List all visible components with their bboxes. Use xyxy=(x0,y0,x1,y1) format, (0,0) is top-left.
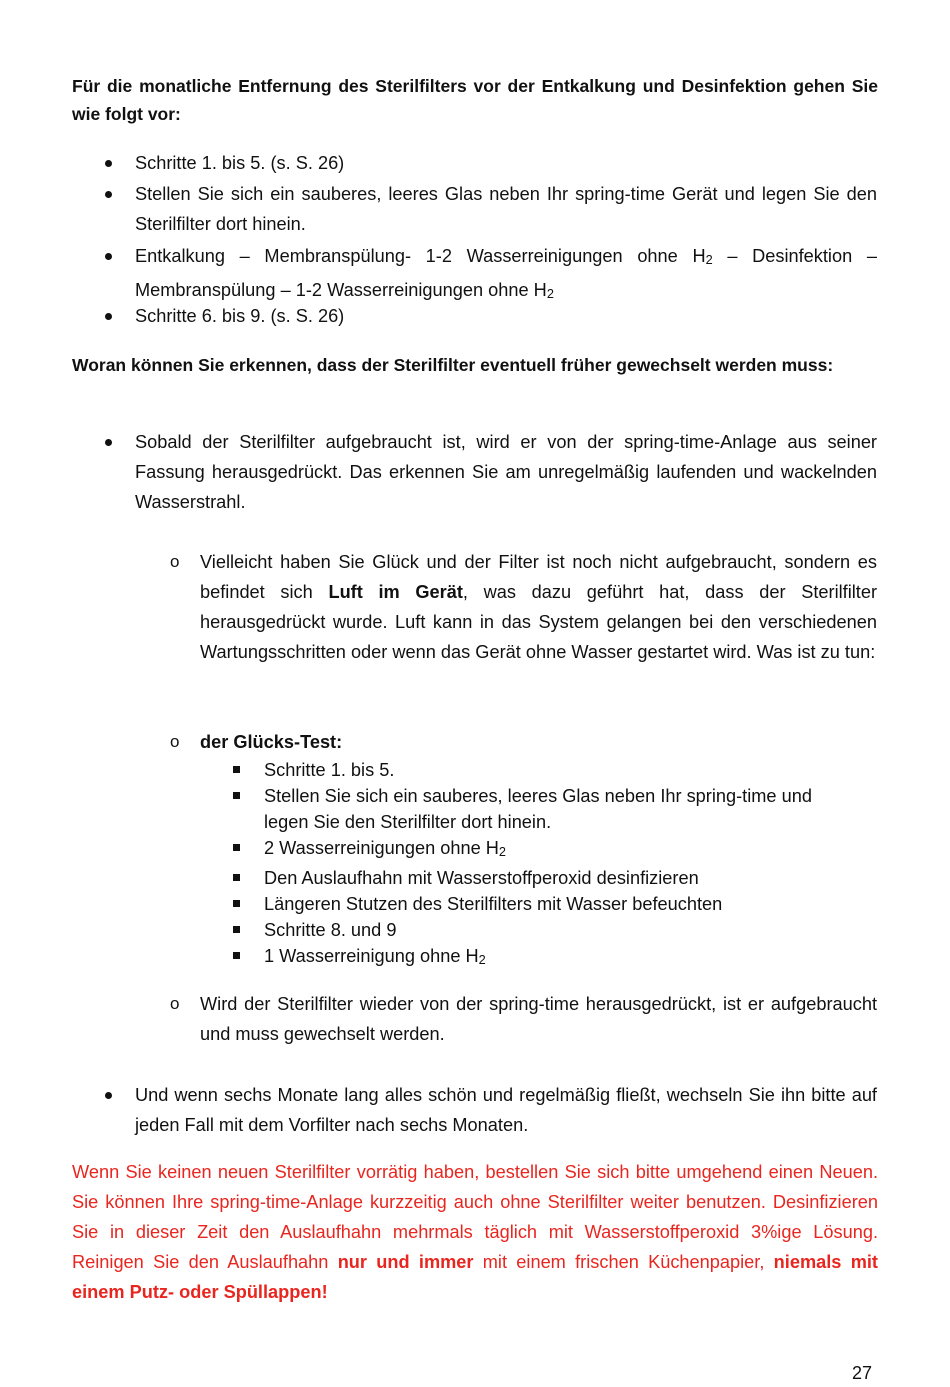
list-item-decalcification: Entkalkung – Membranspülung- 1-2 Wasserreinigungen ohne $H_2$ – Desinfektion – Membranspülung – 1-2 Wasserreinigungen ohne $H_2$ xyxy=(135,241,877,309)
bullet-icon xyxy=(105,439,112,446)
square-bullet-icon xyxy=(233,952,240,959)
square-bullet-icon xyxy=(233,792,240,799)
list-item-glass: Stellen Sie sich ein sauberes, leeres Glas neben Ihr spring-time Gerät und legen Sie den Sterilfilter dort hinein. xyxy=(135,179,877,239)
page-number: 27 xyxy=(852,1363,873,1383)
list-item: Längeren Stutzen des Sterilfilters mit Wasser befeuchten xyxy=(264,891,824,917)
list-item: Schritte 1. bis 5. xyxy=(264,757,824,783)
square-bullet-icon xyxy=(233,874,240,881)
bullet-icon xyxy=(105,191,112,198)
sub-item-filter-used-up: o Wird der Sterilfilter wieder von der spring-time herausgedrückt, ist er aufgebraucht und muss gewechselt werden. xyxy=(200,989,877,1049)
bullet-icon xyxy=(105,160,112,167)
square-bullet-icon xyxy=(233,900,240,907)
list-item: 2 Wasserreinigungen ohne $H_2$ xyxy=(264,835,824,865)
square-bullet-icon xyxy=(233,926,240,933)
list-item-steps-1-5: Schritte 1. bis 5. (s. S. 26) xyxy=(135,148,877,178)
notice-no-sterile-filter: Wenn Sie keinen neuen Sterilfilter vorrätig haben, bestellen Sie sich bitte umgehend einen Neuen. Sie können Ihre spring-time-Anlage kurzzeitig auch ohne Sterilfilter weiter benutzen. Desinfizieren Sie in dieser Zeit den Auslaufhahn mehrmals täglich mit Wasserstoffperoxid 3%ige Lösung. Reinigen Sie den Auslaufhahn nur und immer mit einem frischen Küchenpapier, niemals mit einem Putz- oder Spüllappen! xyxy=(72,1162,878,1302)
circle-bullet-icon: o xyxy=(170,552,180,571)
list-item-filter-pushed-out: Sobald der Sterilfilter aufgebraucht ist, wird er von der spring-time-Anlage aus seiner Fassung herausgedrückt. Das erkennen Sie am unregelmäßig laufenden und wackelnden Wasserstrahl. xyxy=(135,427,877,517)
bullet-icon xyxy=(105,253,112,260)
list-item: Den Auslaufhahn mit Wasserstoffperoxid desinfizieren xyxy=(264,865,824,891)
square-bullet-icon xyxy=(233,844,240,851)
sub-item-luck-test: o der Glücks-Test: xyxy=(200,727,877,757)
luck-test-steps xyxy=(264,757,824,973)
sub-item-air-in-device: o Vielleicht haben Sie Glück und der Filter ist noch nicht aufgebraucht, sondern es befindet sich Luft im Gerät, was dazu geführt hat, dass der Sterilfilter herausgedrückt wurde. Luft kann in das System gelangen bei den verschiedenen Wartungsschritten oder wenn das Gerät ohne Wasser gestartet wird. Was ist zu tun: xyxy=(200,547,877,667)
circle-bullet-icon: o xyxy=(170,994,180,1013)
section-heading-monthly-removal: Für die monatliche Entfernung des Sterilfilters vor der Entkalkung und Desinfektion gehen Sie wie folgt vor: xyxy=(72,76,878,124)
list-item: 1 Wasserreinigung ohne $H_2$ xyxy=(264,943,824,973)
bullet-icon xyxy=(105,1092,112,1099)
section-heading-early-change: Woran können Sie erkennen, dass der Sterilfilter eventuell früher gewechselt werden muss: xyxy=(72,355,834,375)
list-item: Stellen Sie sich ein sauberes, leeres Glas neben Ihr spring-time und legen Sie den Sterilfilter dort hinein. xyxy=(264,783,824,835)
square-bullet-icon xyxy=(233,766,240,773)
list-item: Schritte 8. und 9 xyxy=(264,917,824,943)
circle-bullet-icon: o xyxy=(170,732,180,751)
list-item-six-months: Und wenn sechs Monate lang alles schön und regelmäßig fließt, wechseln Sie ihn bitte auf jeden Fall mit dem Vorfilter nach sechs Monaten. xyxy=(135,1080,877,1140)
list-item-steps-6-9: Schritte 6. bis 9. (s. S. 26) xyxy=(135,301,877,331)
bullet-icon xyxy=(105,313,112,320)
